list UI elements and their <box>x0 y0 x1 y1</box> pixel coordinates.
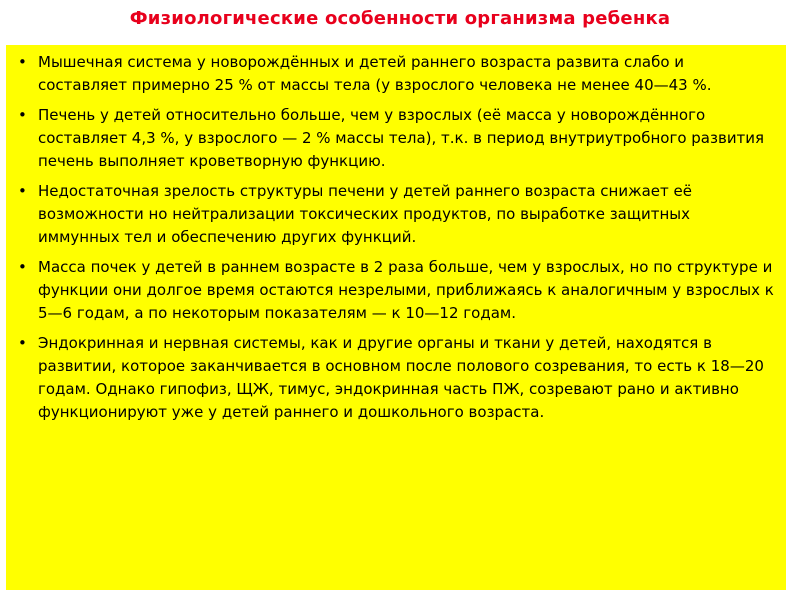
bullet-list <box>6 45 786 424</box>
bullet-item-muscle <box>14 51 776 97</box>
bullet-item-liver <box>14 104 776 173</box>
content-panel <box>6 45 786 590</box>
bullet-text: Недостаточная зрелость структуры печени у детей раннего возраста снижает её возможности но нейтрализации токсических продуктов, по выработке защитных иммунных тел и обеспечению других функций. <box>38 182 692 246</box>
bullet-text: Мышечная система у новорождённых и детей раннего возраста развита слабо и составляет примерно 25 % от массы тела (у взрослого человека не менее 40—43 %. <box>38 53 712 94</box>
bullet-dot-icon: • <box>18 106 27 124</box>
bullet-item-liver-maturity <box>14 180 776 249</box>
slide-title: Физиологические особенности организма ребенка <box>129 8 671 29</box>
bullet-text: Масса почек у детей в раннем возрасте в 2 раза больше, чем у взрослых, но по структуре и функции они долгое время остаются незрелыми, приближаясь к аналогичным у взрослых к 5—6 годам, а по некоторым показателям — к 10—12 годам. <box>38 258 774 322</box>
bullet-item-endocrine <box>14 332 776 424</box>
bullet-text: Эндокринная и нервная системы, как и другие органы и ткани у детей, находятся в развитии, которое заканчивается в основном после полового созревания, то есть к 18—20 годам. Однако гипофиз, ЩЖ, тимус, эндокринная часть ПЖ, созревают рано и активно функционируют уже у детей раннего и дошкольного возраста. <box>38 334 764 421</box>
bullet-dot-icon: • <box>18 334 27 352</box>
bullet-dot-icon: • <box>18 182 27 200</box>
bullet-item-kidneys <box>14 256 776 325</box>
bullet-dot-icon: • <box>18 53 27 71</box>
bullet-dot-icon: • <box>18 258 27 276</box>
bullet-text: Печень у детей относительно больше, чем у взрослых (её масса у новорождённого составляет 4,3 %, у взрослого — 2 % массы тела), т.к. в период внутриутробного развития печень выполняет кроветворную функцию. <box>38 106 765 170</box>
